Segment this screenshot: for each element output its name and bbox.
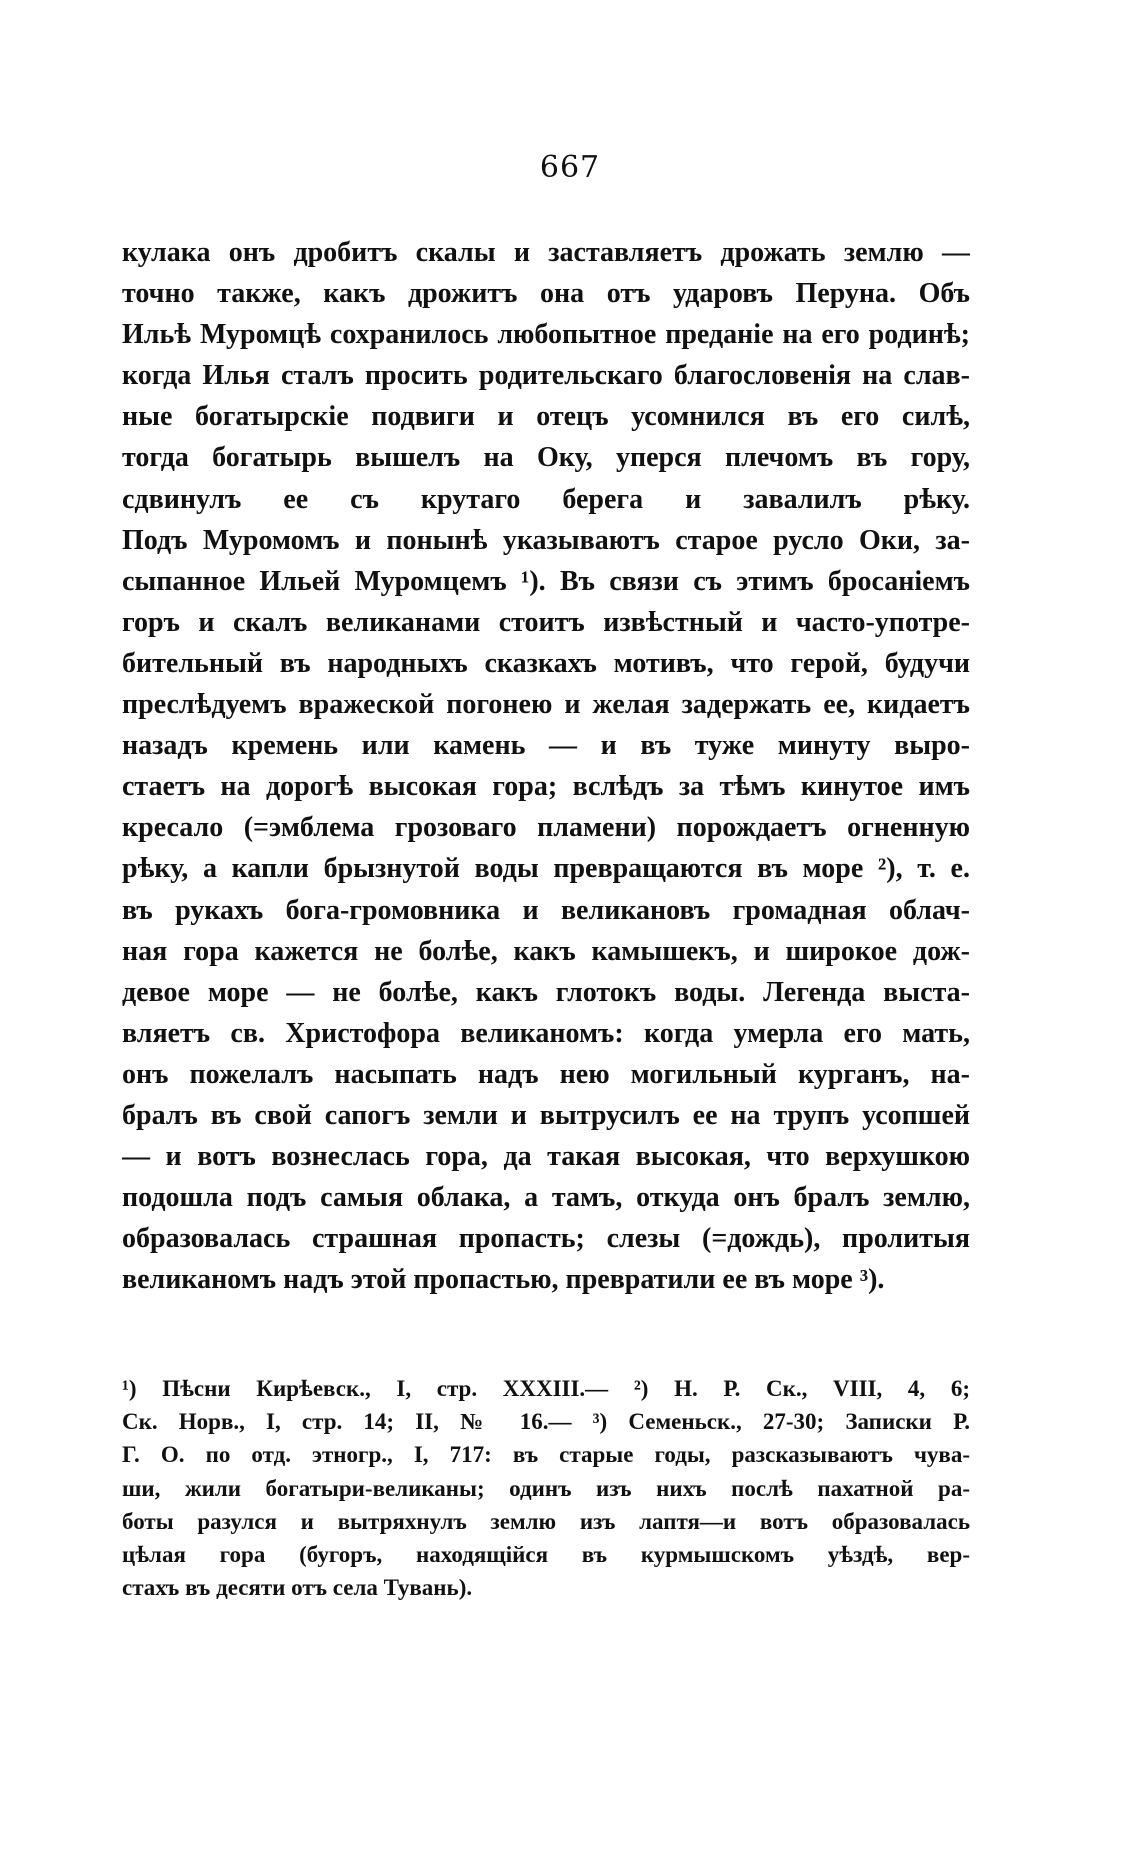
text-line: Подъ Муромомъ и понынѣ указываютъ старое русло Оки, за- (122, 524, 970, 556)
text-line: назадъ кремень или камень — и въ туже минуту выро- (122, 730, 970, 762)
text-line: вляетъ св. Христофора великаномъ: когда умерла его мать, (122, 1017, 970, 1049)
text-line: стаетъ на дорогѣ высокая гора; вслѣдъ за тѣмъ кинутое имъ (122, 771, 970, 803)
footnote-line: Г. О. по отд. этногр., I, 717: въ старые годы, разсказываютъ чува- (122, 1442, 970, 1468)
footnote-line: ¹) Пѣсни Кирѣевск., I, стр. XXXIII.— ²) Н. Р. Ск., VIII, 4, 6; (122, 1376, 970, 1401)
footnote-line: стахъ въ десяти отъ села Тувань). (122, 1575, 473, 1601)
text-line: когда Илья сталъ просить родительскаго благословенія на слав- (122, 360, 970, 392)
text-line: — и вотъ вознеслась гора, да такая высокая, что верхушкою (122, 1141, 970, 1173)
text-line: точно также, какъ дрожитъ она отъ ударовъ Перуна. Объ (122, 278, 970, 310)
footnote-line: боты разулся и вытряхнулъ землю изъ лаптя—и вотъ образовалась (122, 1508, 970, 1534)
footnote-line: Ск. Норв., I, стр. 14; II, № 16.— ³) Семеньск., 27-30; Записки Р. (122, 1409, 970, 1435)
text-line: Ильѣ Муромцѣ сохранилось любопытное преданіе на его родинѣ; (122, 319, 970, 351)
text-line: ная гора кажется не болѣе, какъ камышекъ, и широкое дож- (122, 935, 970, 967)
text-line: сыпанное Ильей Муромцемъ ¹). Въ связи съ этимъ бросаніемъ (122, 565, 970, 597)
main-text (122, 232, 970, 1300)
text-line: бительный въ народныхъ сказкахъ мотивъ, что герой, будучи (122, 647, 970, 679)
footnote-line: ши, жили богатыри-великаны; одинъ изъ нихъ послѣ пахатной ра- (122, 1475, 970, 1501)
text-line: въ рукахъ бога-громовника и великановъ громадная облач- (122, 894, 970, 926)
text-line: тогда богатырь вышелъ на Оку, уперся плечомъ въ гору, (122, 442, 970, 474)
text-line: онъ пожелалъ насыпать надъ нею могильный курганъ, на- (122, 1058, 970, 1090)
page-number: 667 (539, 150, 601, 185)
text-line: ные богатырскіе подвиги и отецъ усомнился въ его силѣ, (122, 401, 970, 433)
text-line: бралъ въ свой сапогъ земли и вытрусилъ ее на трупъ усопшей (122, 1099, 970, 1131)
footnotes (122, 1372, 970, 1604)
text-line: кресало (=эмблема грозоваго пламени) порождаетъ огненную (122, 812, 970, 844)
text-line: горъ и скалъ великанами стоитъ извѣстный и часто-употре- (122, 606, 970, 638)
text-line: девое море — не болѣе, какъ глотокъ воды. Легенда выста- (122, 976, 970, 1008)
text-line: подошла подъ самыя облака, а тамъ, откуда онъ бралъ землю, (122, 1182, 970, 1214)
footnote-line: цѣлая гора (бугоръ, находящійся въ курмышскомъ уѣздѣ, вер- (122, 1542, 970, 1568)
text-line: рѣку, а капли брызнутой воды превращаются въ море ²), т. е. (122, 853, 970, 885)
text-line: кулака онъ дробитъ скалы и заставляетъ дрожать землю — (122, 237, 970, 268)
text-line: сдвинулъ ее съ крутаго берега и завалилъ рѣку. (122, 483, 970, 515)
text-line: великаномъ надъ этой пропастью, превратили ее въ море ³). (122, 1264, 885, 1296)
text-line: преслѣдуемъ вражеской погонею и желая задержать ее, кидаетъ (122, 689, 970, 721)
text-line: образовалась страшная пропасть; слезы (=дождь), пролитыя (122, 1223, 970, 1255)
